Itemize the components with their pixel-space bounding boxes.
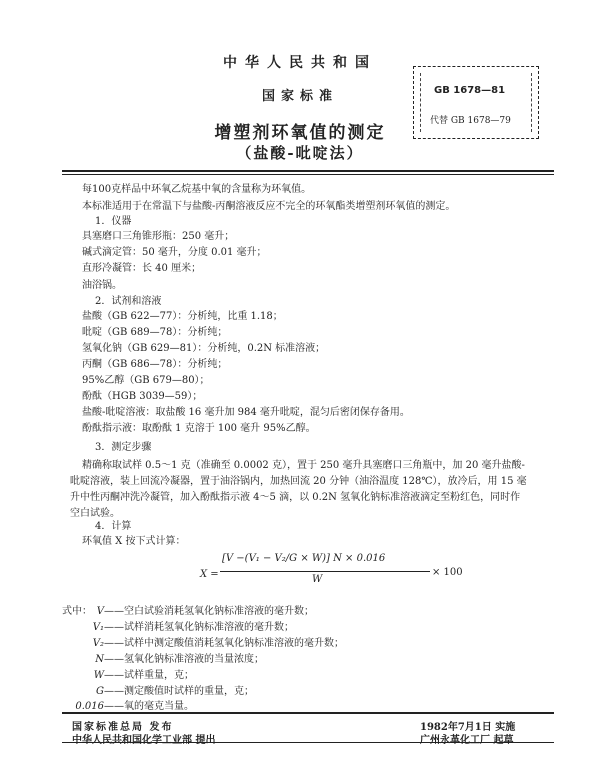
list-item: 直形冷凝管：长 40 厘米； [82, 263, 202, 274]
definition-row [66, 666, 194, 681]
symbol: N [95, 654, 104, 665]
section-heading: 1．仪器 [95, 216, 132, 227]
symbol-meaning: ——试样重量，克； [104, 670, 194, 681]
symbol: V₁ [92, 622, 104, 633]
standard-label: 国家标准 [261, 89, 338, 104]
list-item: 95%乙醇（GB 679—80）； [82, 375, 210, 386]
definition-row [66, 697, 194, 712]
country-name: 中华人民共和国 [223, 55, 377, 71]
issuer: 国家标准总局 发布 [72, 722, 174, 733]
symbol-meaning: ——氧的毫克当量。 [104, 701, 194, 712]
definition-paragraph: 每100克样品中环氧乙烷基中氧的含量称为环氧值。 [82, 184, 312, 195]
proposer: 中华人民共和国化学工业部 提出 [72, 735, 216, 746]
formula-intro: 环氧值 X 按下式计算： [82, 536, 186, 547]
paragraph-line: 吡啶溶液，装上回流冷凝器，置于油浴锅内，加热回流 20 分钟（油浴温度 128℃），放冷后，用 15 毫 [70, 476, 527, 487]
formula-lhs: X = [200, 569, 219, 580]
replaces-note: 代替 GB 1678—79 [430, 116, 511, 126]
symbol-meaning: ——试样中测定酸值消耗氢氧化钠标准溶液的毫升数； [104, 638, 344, 649]
definition-row [58, 602, 314, 617]
paragraph-line: 空白试验。 [70, 508, 120, 519]
drafter: 广州永革化工厂 起草 [420, 735, 514, 746]
header-rule-thick [62, 170, 554, 172]
symbol: V [96, 606, 104, 617]
list-item: 盐酸（GB 622—77）：分析纯，比重 1.18； [82, 311, 283, 322]
document-title: 增塑剂环氧值的测定 [214, 123, 386, 143]
symbol-meaning: ——氢氧化钠标准溶液的当量浓度； [104, 654, 264, 665]
symbol-meaning: ——空白试验消耗氢氧化钠标准溶液的毫升数； [104, 606, 314, 617]
footer-rule-bottom [62, 742, 554, 743]
section-heading: 3．测定步骤 [95, 442, 152, 453]
definition-row [66, 682, 254, 697]
symbol-meaning: ——试样消耗氢氧化钠标准溶液的毫升数； [104, 622, 294, 633]
section-heading: 4．计算 [95, 521, 132, 532]
list-item: 吡啶（GB 689—78）：分析纯； [82, 327, 228, 338]
scope-paragraph: 本标准适用于在常温下与盐酸-丙酮溶液反应不完全的环氧酯类增塑剂环氧值的测定。 [82, 201, 456, 212]
symbol: 0.016 [75, 701, 104, 712]
list-item: 碱式滴定管：50 毫升，分度 0.01 毫升； [82, 247, 267, 258]
list-item: 酚酞指示液：取酚酞 1 克溶于 100 毫升 95%乙醇。 [82, 423, 316, 434]
symbol: G [96, 686, 104, 697]
definition-row [66, 618, 294, 633]
list-item: 丙酮（GB 686—78）：分析纯； [82, 359, 228, 370]
section-heading: 2．试剂和溶液 [95, 296, 162, 307]
definition-row [66, 634, 344, 649]
list-item: 盐酸-吡啶溶液：取盐酸 16 毫升加 984 毫升吡啶，混匀后密闭保存备用。 [82, 407, 410, 418]
where-label: 式中： [62, 606, 92, 617]
list-item: 酚酞（HGB 3039—59）； [82, 391, 203, 402]
list-item: 油浴锅。 [82, 280, 122, 291]
symbol: W [93, 670, 104, 681]
fraction-bar [220, 571, 430, 572]
formula-multiplier: × 100 [432, 567, 463, 578]
paragraph-line: 升中性丙酮冲洗冷凝管，加入酚酞指示液 4～5 滴，以 0.2N 氢氧化钠标准溶液滴定至粉红色，同时作 [70, 492, 521, 503]
list-item: 氢氧化钠（GB 629—81）：分析纯，0.2N 标准溶液； [82, 343, 326, 354]
definition-row [66, 650, 264, 665]
formula-denominator: W [312, 574, 323, 585]
standard-number: GB 1678—81 [434, 85, 506, 96]
effective-date: 1982年7月1日 实施 [420, 722, 516, 733]
document-subtitle: （盐酸-吡啶法） [236, 144, 364, 162]
formula-numerator: [V −(V₁ − V₂/G × W)] N × 0.016 [222, 553, 386, 564]
standard-code-box [413, 66, 539, 139]
epoxy-value-formula [200, 553, 500, 593]
header-rule-thin [62, 174, 554, 175]
symbol: V₂ [92, 638, 104, 649]
symbol-meaning: ——测定酸值时试样的重量，克； [104, 686, 254, 697]
paragraph-line: 精确称取试样 0.5～1 克（准确至 0.0002 克），置于 250 毫升具塞磨口三角瓶中，加 20 毫升盐酸- [82, 460, 525, 471]
footer-rule-thick [62, 712, 554, 714]
list-item: 具塞磨口三角锥形瓶：250 毫升； [82, 231, 235, 242]
